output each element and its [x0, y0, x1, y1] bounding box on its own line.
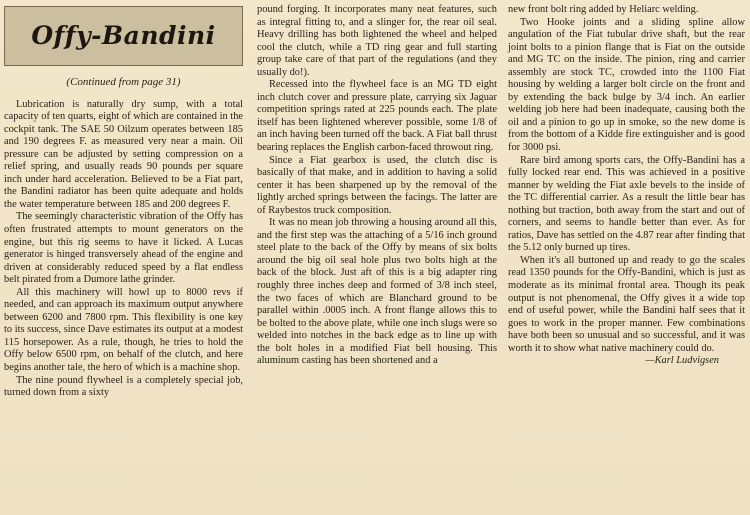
- paragraph: new front bolt ring added by Heliarc welding.: [508, 4, 699, 15]
- paragraph: All this machinery will howl up to 8000 revs if needed, and can approach its maximum output anywhere between 6200 and 7800 rpm. This flexibility is one key to its success, since Dave estimates its output at a modest 115 horsepower. As a rule, though, he tries to hold the Offy below 6500 rpm, on behalf of the clutch, and here begins another tale, the hero of which is a machine shop.: [4, 286, 243, 374]
- paragraph: pound forging. It incorporates many neat features, such as integral fitting to, and a slinger for, the rear oil seal. Heavy drilling has both lightened the wheel and helped cool the clutch, while a TD ring gear and full starting group take care of that part of the regulations (and they usually do!).: [257, 4, 497, 78]
- paragraph: The nine pound flywheel is a completely special job, turned down from a sixty: [4, 374, 243, 399]
- title-box: [4, 6, 243, 66]
- article-title: Offy-Bandini: [31, 20, 216, 50]
- column-2: [257, 4, 497, 368]
- continued-note: (Continued from page 31): [66, 76, 181, 88]
- paragraph: It was no mean job throwing a housing around all this, and the first step was the attaching of a 5/16 inch ground steel plate to the back of the Offy by means of six bolts around the big oil seal hole plus two bolts high at the back of the block. Just aft of this is a big adapter ring roughly three inches deep and formed of 3/8 inch steel, the two faces of which are Blanchard ground to be parallel within .0005 inch. A front flange allows this to be bolted to the above plate, while one inch slugs were so welded into notches in the back edge as to line up with the bolt holes in a modified Fiat bell housing. This aluminum casting has been shortened and a: [257, 217, 497, 367]
- paragraph: Rare bird among sports cars, the Offy-Bandini has a fully locked rear end. This was achieved in a positive manner by welding the Fiat axle bevels to the inside of the TC differential carrier. As a result the little bear has nothing but traction, both away from the start and out of corners, and seems to handle better than ever. As for ratios, Dave has settled on the 4.87 rear after finding that the 5.12 only burned up tires.: [508, 154, 745, 254]
- column-1: [4, 6, 243, 400]
- paragraph: Lubrication is naturally dry sump, with a total capacity of ten quarts, eight of which are contained in the cockpit tank. The SAE 50 Oilzum operates between 185 and 190 degrees F. as measured very near a main. Oil pressure can be adjusted by setting compression on a relief spring, and usually reads 90 pounds per square inch under hard acceleration. Believed to be a Fiat part, the Bandini radiator has been quite adequate and holds the water temperature between 185 and 200 degrees F.: [4, 98, 243, 210]
- author-byline: —Karl Ludvigsen: [645, 355, 719, 367]
- column-3: [508, 4, 745, 368]
- paragraph: The seemingly characteristic vibration of the Offy has often frustrated attempts to mount generators on the engine, but this rig seems to have it licked. A Lucas generator is hinged transversely ahead of the engine and driven at considerably reduced speed by a flat endless belt pirated from a Dumore lathe grinder.: [4, 211, 243, 286]
- paragraph: Two Hooke joints and a sliding spline allow angulation of the Fiat tubular drive shaft, but the rear joint bolts to a pinion flange that is Fiat on the outside and MG TC on the inside. The pinion, ring and carrier assembly are stock TC, crowded into the 1100 Fiat housing by welding a larger bolt circle on the front and by extending the back bulge by 3/4 inch. An earlier welding job here had been inadequate, causing both the oil and a pinion to go up in smoke, so the new dome is from the bottom of a Kidde fire extinguisher and is good for 3000 psi.: [508, 16, 745, 154]
- paragraph: When it's all buttoned up and ready to go the scales read 1350 pounds for the Offy-Bandini, which is just as moderate as its minimal frontal area. Though its peak output is not phenomenal, the Offy gives it a wide top end of useful power, while the Bandini half sees that it goes to work in the proper manner. Few combinations have both been so unusual and so successful, and it was worth it to show what native machinery could do.: [508, 254, 745, 354]
- paragraph: Since a Fiat gearbox is used, the clutch disc is basically of that make, and in addition to having a solid center it has been sharpened up by the removal of the lightly arched springs between the facings. The latter are of Raybestos truck composition.: [257, 154, 497, 216]
- paragraph: Recessed into the flywheel face is an MG TD eight inch clutch cover and pressure plate, carrying six Jaguar competition springs rated at 225 pounds each. The plate itself has been lightened wherever possible, some 1/8 of an inch having been turned off the back. A Fiat ball thrust bearing replaces the English carbon-faced throwout ring.: [257, 79, 497, 154]
